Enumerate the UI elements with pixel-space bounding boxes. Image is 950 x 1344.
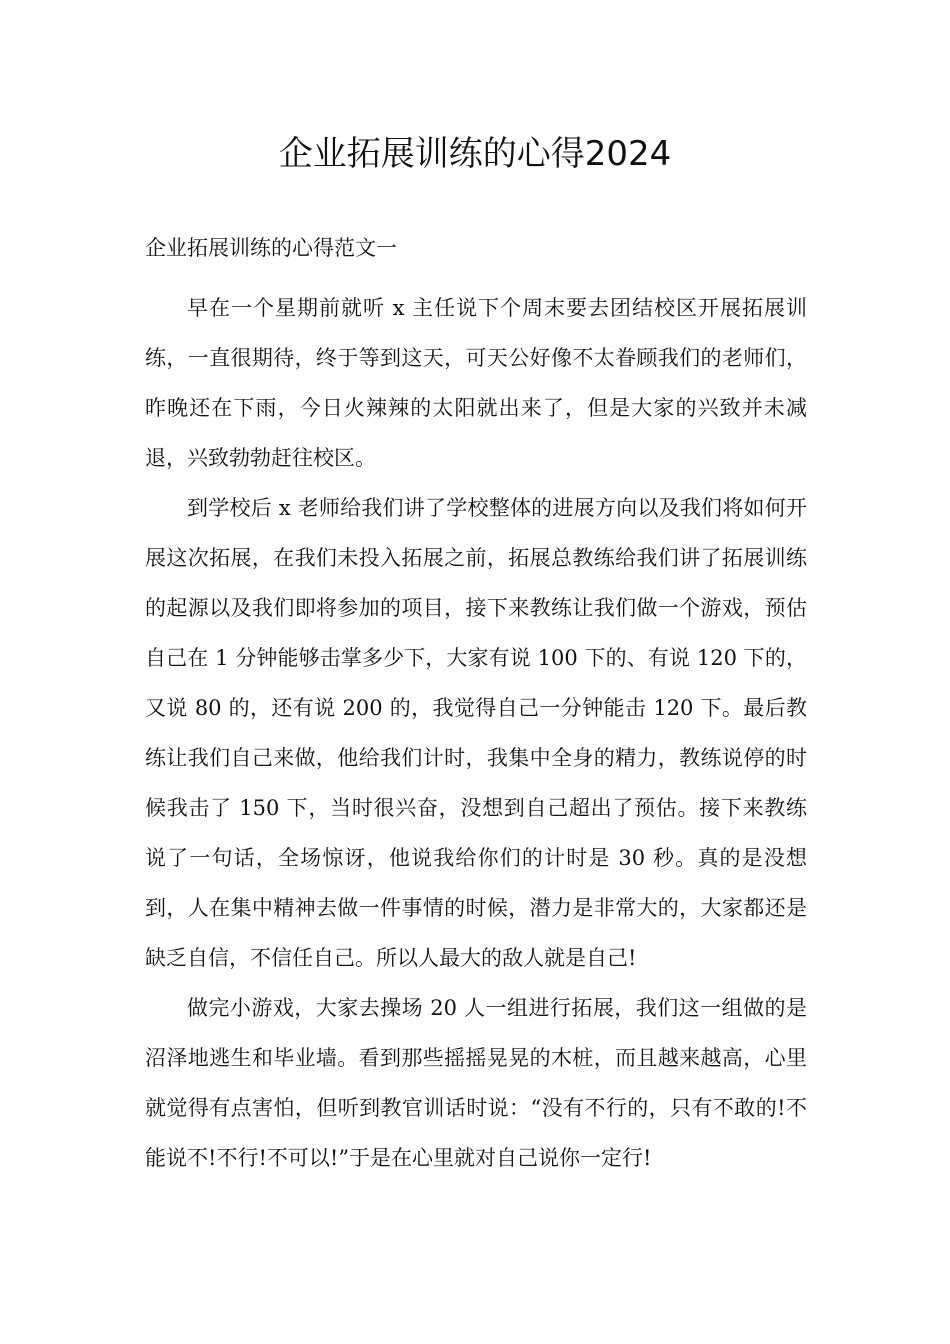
paragraph: 做完小游戏，大家去操场 20 人一组进行拓展，我们这一组做的是沼泽地逃生和毕业墙。看到那些摇摇晃晃的木桩，而且越来越高，心里就觉得有点害怕，但听到教官训话时说：“没有不行的，只有不敢的!不能说不!不行!不可以!”于是在心里就对自己说你一定行! (145, 996, 807, 1170)
paragraph: 早在一个星期前就听 x 主任说下个周末要去团结校区开展拓展训练，一直很期待，终于等到这天，可天公好像不太眷顾我们的老师们，昨晚还在下雨，今日火辣辣的太阳就出来了，但是大家的兴致并未减退，兴致勃勃赶往校区。 (145, 296, 807, 470)
page-title: 企业拓展训练的心得2024 (278, 134, 672, 174)
document-body (145, 283, 807, 1183)
paragraph: 到学校后 x 老师给我们讲了学校整体的进展方向以及我们将如何开展这次拓展，在我们未投入拓展之前，拓展总教练给我们讲了拓展训练的起源以及我们即将参加的项目，接下来教练让我们做一个游戏，预估自己在 1 分钟能够击掌多少下，大家有说 100 下的、有说 120 下的，又说 80 的，还有说 200 的，我觉得自己一分钟能击 120 下。最后教练让我们自己来做，他给我们计时，我集中全身的精力，教练说停的时候我击了 150 下，当时很兴奋，没想到自己超出了预估。接下来教练说了一句话，全场惊讶，他说我给你们的计时是 30 秒。真的是没想到，人在集中精神去做一件事情的时候，潜力是非常大的，大家都还是缺乏自信，不信任自己。所以人最大的敌人就是自己! (145, 496, 807, 970)
document-subtitle: 企业拓展训练的心得范文一 (145, 236, 397, 260)
